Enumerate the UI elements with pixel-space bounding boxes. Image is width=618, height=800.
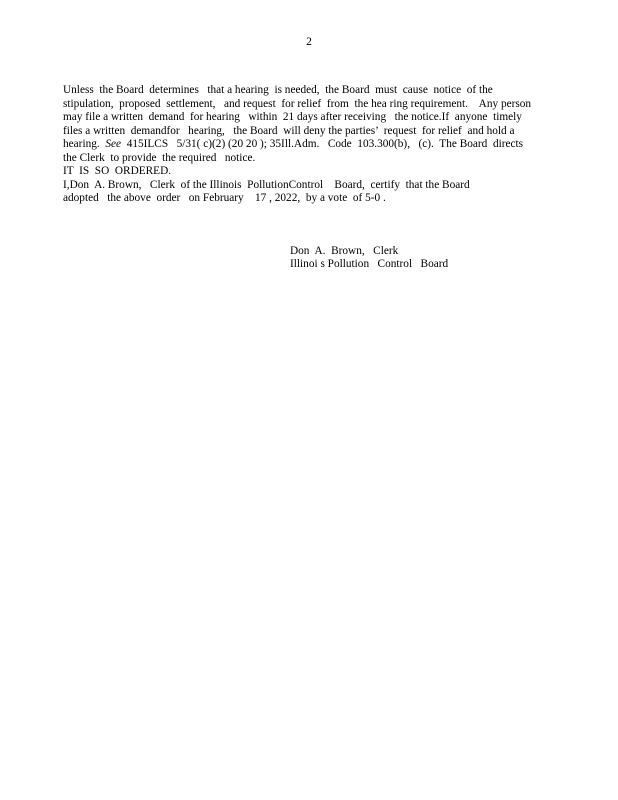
page-number: 2 [306,36,312,48]
signature-organization: Illinoi s Pollution Control Board [290,258,449,270]
it-is-so-ordered-line: IT IS SO ORDERED. [63,165,172,177]
citation-see-italic: See [105,138,122,150]
signature-block [290,245,545,272]
certification-line-2: adopted the above order on February 17 , 2022, by a vote of 5-0 . [63,192,386,204]
order-text-block [63,84,545,272]
notice-paragraph-line-4: files a written demandfor hearing, the Board will deny the parties’ request for relief and hold a [63,124,515,137]
citation-suffix-text: 415ILCS 5/31( c)(2) (20 20 ); 35Ill.Adm. Code 103.300(b), (c). The Board directs [121,138,524,150]
notice-paragraph-line-1: Unless the Board determines that a hearing is needed, the Board must cause notice of the [63,84,493,96]
citation-prefix-text: hearing. [63,138,106,150]
notice-paragraph-line-5 [63,138,545,152]
notice-paragraph-line-3: may file a written demand for hearing within 21 days after receiving the notice.If anyone timely [63,111,522,123]
certification-line-1: I,Don A. Brown, Clerk of the Illinois PollutionControl Board, certify that the Board [63,178,470,191]
notice-paragraph-line-2: stipulation, proposed settlement, and request for relief from the hea ring requirement. Any person [63,97,532,110]
notice-paragraph-line-6: the Clerk to provide the required notice. [63,151,256,164]
signature-clerk-name: Don A. Brown, Clerk [290,244,399,257]
